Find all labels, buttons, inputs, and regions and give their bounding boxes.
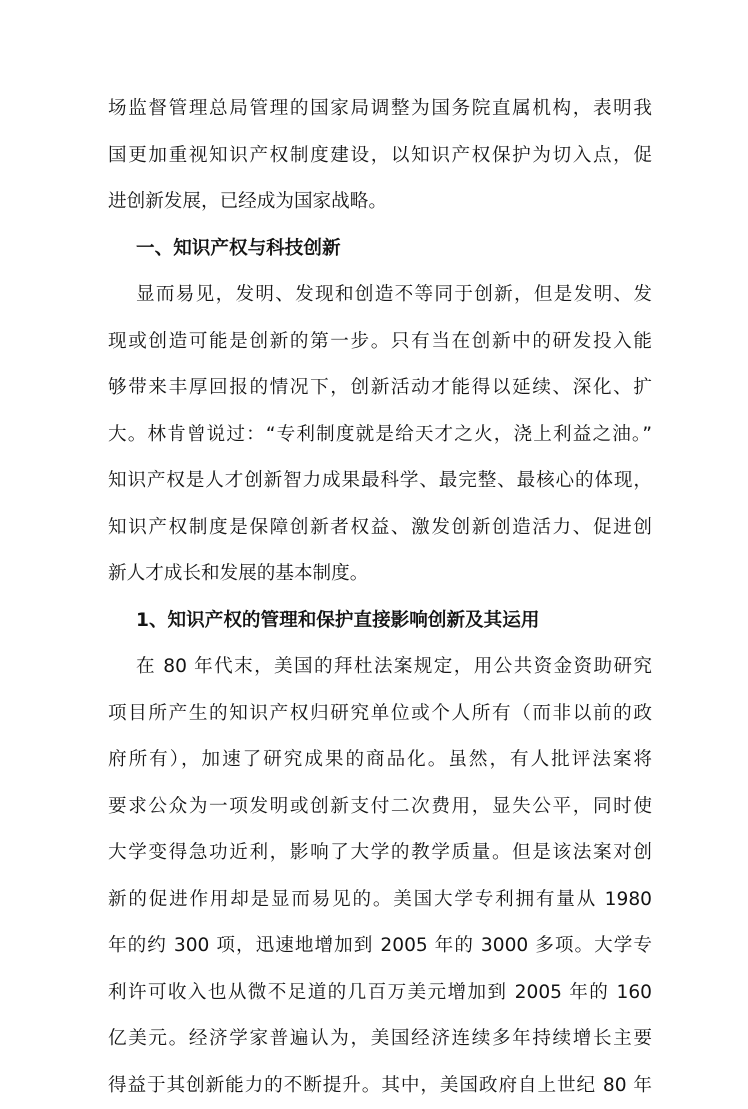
text-line: 知识产权制度是保障创新者权益、激发创新创造活力、促进创 xyxy=(108,505,652,552)
text-line: 得益于其创新能力的不断提升。其中，美国政府自上世纪 80 年 xyxy=(108,1063,652,1109)
text-line: 项目所产生的知识产权归研究单位或个人所有（而非以前的政 xyxy=(108,691,652,738)
section-heading: 1、知识产权的管理和保护直接影响创新及其运用 xyxy=(108,598,652,645)
section-heading: 一、知识产权与科技创新 xyxy=(108,226,652,273)
text-line: 显而易见，发明、发现和创造不等同于创新，但是发明、发 xyxy=(108,272,652,319)
text-line: 新的促进作用却是显而易见的。美国大学专利拥有量从 1980 xyxy=(108,877,652,924)
text-line: 够带来丰厚回报的情况下，创新活动才能得以延续、深化、扩 xyxy=(108,365,652,412)
text-line: 年的约 300 项，迅速地增加到 2005 年的 3000 多项。大学专 xyxy=(108,923,652,970)
text-line: 要求公众为一项发明或创新支付二次费用，显失公平，同时使 xyxy=(108,784,652,831)
text-line: 在 80 年代末，美国的拜杜法案规定，用公共资金资助研究 xyxy=(108,644,652,691)
text-line: 亿美元。经济学家普遍认为，美国经济连续多年持续增长主要 xyxy=(108,1016,652,1063)
text-line: 利许可收入也从微不足道的几百万美元增加到 2005 年的 160 xyxy=(108,970,652,1017)
text-line: 大学变得急功近利，影响了大学的教学质量。但是该法案对创 xyxy=(108,830,652,877)
text-line: 新人才成长和发展的基本制度。 xyxy=(108,551,652,598)
text-line: 大。林肯曾说过：“专利制度就是给天才之火，浇上利益之油。” xyxy=(108,412,652,459)
text-line: 府所有），加速了研究成果的商品化。虽然，有人批评法案将 xyxy=(108,737,652,784)
text-line: 进创新发展，已经成为国家战略。 xyxy=(108,179,652,226)
text-line: 知识产权是人才创新智力成果最科学、最完整、最核心的体现， xyxy=(108,458,652,505)
text-line: 场监督管理总局管理的国家局调整为国务院直属机构，表明我 xyxy=(108,86,652,133)
text-line: 现或创造可能是创新的第一步。只有当在创新中的研发投入能 xyxy=(108,319,652,366)
text-line: 国更加重视知识产权制度建设，以知识产权保护为切入点，促 xyxy=(108,133,652,180)
